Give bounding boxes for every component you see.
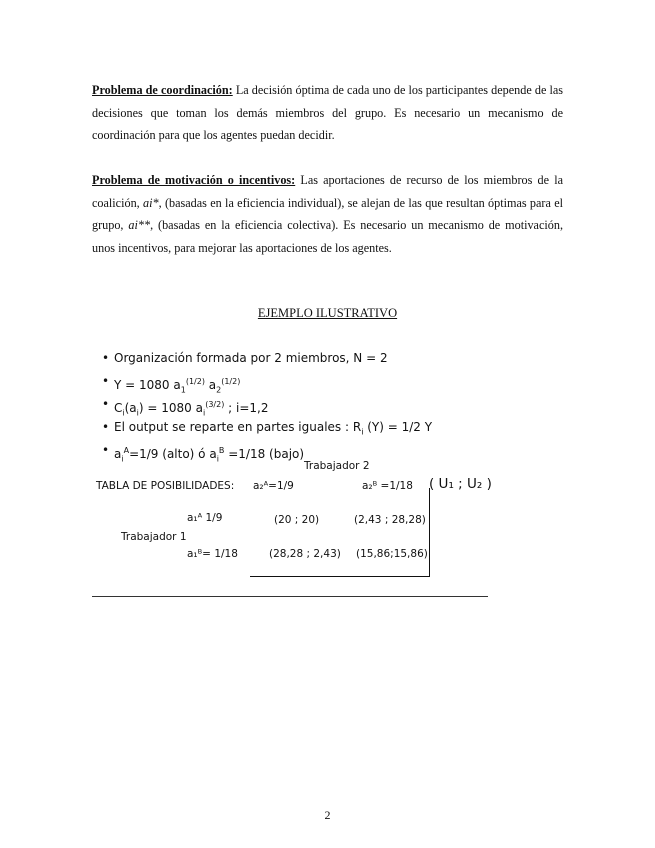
cell-a1B-a2A: (28,28 ; 2,43) xyxy=(269,548,341,560)
worker2-label: Trabajador 2 xyxy=(304,460,370,472)
cell-a1A-a2A: (20 ; 20) xyxy=(274,514,320,526)
page-number: 2 xyxy=(324,808,331,822)
bullet-organization: • Organización formada por 2 miembros, N = 2 xyxy=(100,347,520,370)
bullet-cost-function: • $C_i(a_i) = 1080$ $a_i^{(3/2)}$ ; i=1,2 xyxy=(100,393,520,416)
bullet-effort-levels: • $a_i^A=1/9$ (alto) ó $a_i^B =1/18$ (bajo) xyxy=(100,439,520,462)
motivation-text-1: Las aportaciones de recurso de los miembros de la coalición, xyxy=(92,173,563,210)
ai-double-star: ai** xyxy=(128,218,151,232)
table-vertical-rule xyxy=(429,488,430,576)
coordination-heading: Problema de coordinación: xyxy=(92,83,233,97)
table-caption: TABLA DE POSIBILIDADES: xyxy=(96,480,235,492)
table-bottom-rule xyxy=(250,576,430,577)
paragraph-coordination xyxy=(92,79,563,147)
bullet-output-split: • El output se reparte en partes iguales : $R_i$ (Y) = 1/2 Y xyxy=(100,416,520,439)
row-label-a1B: a₁ᴮ= 1/18 xyxy=(187,548,238,560)
col-header-a2A: a₂ᴬ=1/9 xyxy=(253,480,294,492)
section-title: EJEMPLO ILUSTRATIVO xyxy=(257,306,398,320)
coordination-text: La decisión óptima de cada uno de los participantes depende de las decisiones que toman los demás miembros del grupo. Es necesario un mecanismo de coordinación para que los agentes puedan decidir. xyxy=(92,83,563,142)
worker1-label: Trabajador 1 xyxy=(121,531,187,543)
page-rule xyxy=(92,596,488,597)
paragraph-motivation xyxy=(92,169,563,259)
ai-star: ai* xyxy=(143,195,159,210)
row-label-a1A: a₁ᴬ 1/9 xyxy=(187,512,223,524)
cell-a1B-a2B: (15,86;15,86) xyxy=(356,548,428,560)
col-header-a2B: a₂ᴮ =1/18 xyxy=(362,480,413,492)
utility-header: ( U₁ ; U₂ ) xyxy=(429,476,492,492)
motivation-text-3: , (basadas en la eficiencia colectiva). Es necesario un mecanismo de motivación, unos incentivos, para mejorar las aportaciones de los agentes. xyxy=(92,218,563,255)
motivation-text-2: , (basadas en la eficiencia individual), se alejan de las que resultan óptimas para el grupo, xyxy=(92,195,563,232)
motivation-heading: Problema de motivación o incentivos: xyxy=(92,173,296,187)
bullet-output-function: • Y = 1080 $a_1^{(1/2)}$ $a_2^{(1/2)}$ xyxy=(100,370,520,393)
cell-a1A-a2B: (2,43 ; 28,28) xyxy=(354,514,426,526)
bullet-list xyxy=(100,347,520,462)
